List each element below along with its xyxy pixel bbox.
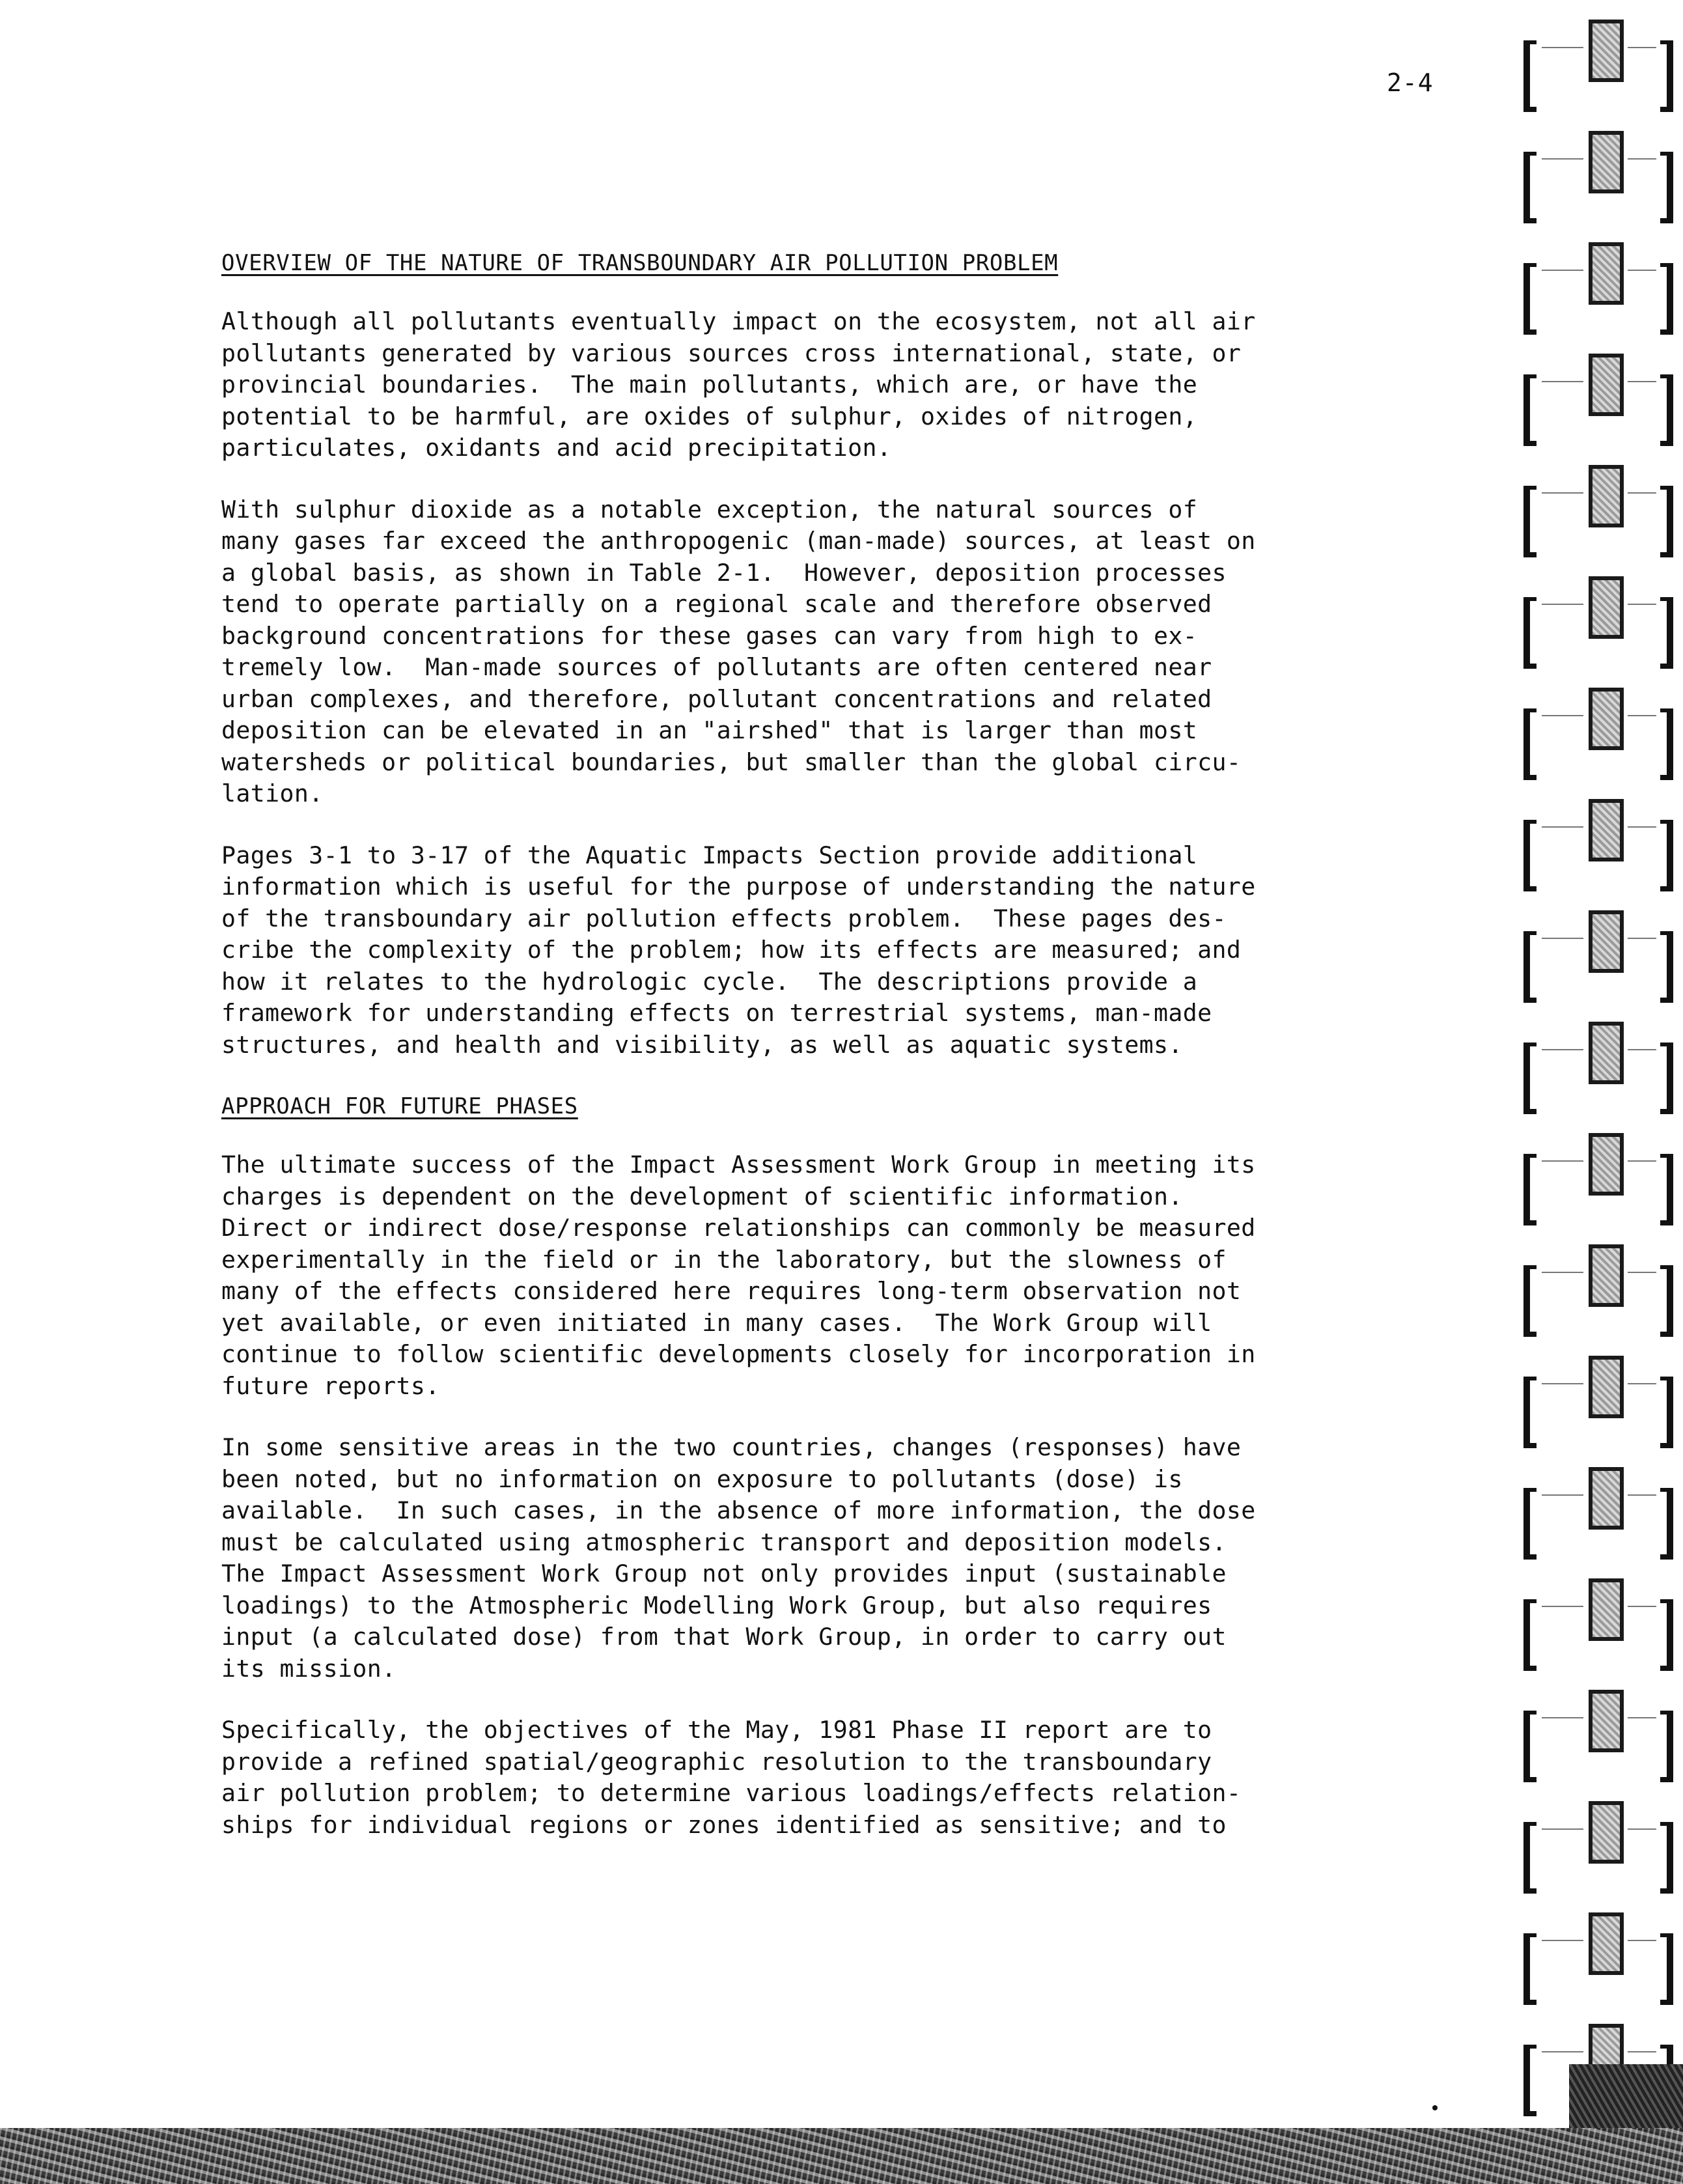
ink-speck [1432,2105,1438,2110]
binding-coil [1523,360,1673,441]
binding-coil [1523,917,1673,998]
page-bottom-edge [0,2128,1683,2184]
binding-coil [1523,1251,1673,1332]
binding-coil [1523,26,1673,107]
paragraph: Pages 3-1 to 3-17 of the Aquatic Impacts Section provide additional information which is useful for the purpose of understanding the nature of the transboundary air pollution effects problem. These pages des- cribe the complexity of the problem; how its effects are measured; and how it relates to the hydrologic cycle. The descriptions provide a framework for understanding effects on terrestrial systems, man-made structures, and health and visibility, as well as aquatic systems. [221,841,1256,1059]
paragraph: In some sensitive areas in the two countries, changes (responses) have been noted, but no information on exposure to pollutants (dose) is available. In such cases, in the absence of more information, the dose must be calculated using atmospheric transport and deposition models. The Impact Assessment Work Group not only provides input (sustainable loadings) to the Atmospheric Modelling Work Group, but also requires input (a calculated dose) from that Work Group, in order to carry out its mission. [221,1433,1256,1683]
binding-coil [1523,1585,1673,1666]
binding-coil [1523,1140,1673,1221]
paragraph: Although all pollutants eventually impact on the ecosystem, not all air pollutants generated by various sources cross international, state, or provincial boundaries. The main pollutants, which are, or have the potential to be harmful, are oxides of sulphur, oxides of nitrogen, particulates, oxidants and acid precipitation. [221,307,1256,462]
spiral-binding [1510,0,1683,2136]
section-heading-overview: OVERVIEW OF THE NATURE OF TRANSBOUNDARY AIR POLLUTION PROBLEM [221,250,1059,276]
binding-coil [1523,1362,1673,1444]
binding-coil [1523,1696,1673,1778]
binding-coil [1523,583,1673,664]
binding-coil [1523,471,1673,553]
binding-coil [1523,694,1673,776]
binding-coil [1523,1474,1673,1555]
paragraph: Specifically, the objectives of the May, 1981 Phase II report are to provide a refined spatial/geographic resolution to the transboundary air pollution problem; to determine various loadings/effects relation- ships for individual regions or zones identified as sensitive; and to [221,1716,1242,1839]
binding-coil [1523,1028,1673,1110]
binding-coil [1523,1919,1673,2000]
section-heading-approach: APPROACH FOR FUTURE PHASES [221,1093,578,1119]
paragraph: With sulphur dioxide as a notable exception, the natural sources of many gases far exceed the anthropogenic (man-made) sources, at least on a global basis, as shown in Table 2-1. However, deposition processes tend to operate partially on a regional scale and therefore observed background concentrations for these gases can vary from high to ex- tremely low. Man-made sources of pollutants are often centered near urban complexes, and therefore, pollutant concentrations and related deposition can be elevated in an "airshed" that is larger than most watersheds or political boundaries, but smaller than the global circu- lation. [221,495,1256,807]
page-number: 2-4 [1387,68,1434,97]
document-body [221,247,1367,1841]
binding-coil [1523,137,1673,219]
binding-coil [1523,249,1673,330]
paragraph: The ultimate success of the Impact Assessment Work Group in meeting its charges is dependent on the development of scientific information. Direct or indirect dose/response relationships can commonly be measured experimentally in the field or in the laboratory, but the slowness of many of the effects considered here requires long-term observation not yet available, or even initiated in many cases. The Work Group will continue to follow scientific developments closely for incorporation in future reports. [221,1151,1256,1400]
binding-coil [1523,805,1673,887]
binding-coil [1523,1808,1673,1889]
